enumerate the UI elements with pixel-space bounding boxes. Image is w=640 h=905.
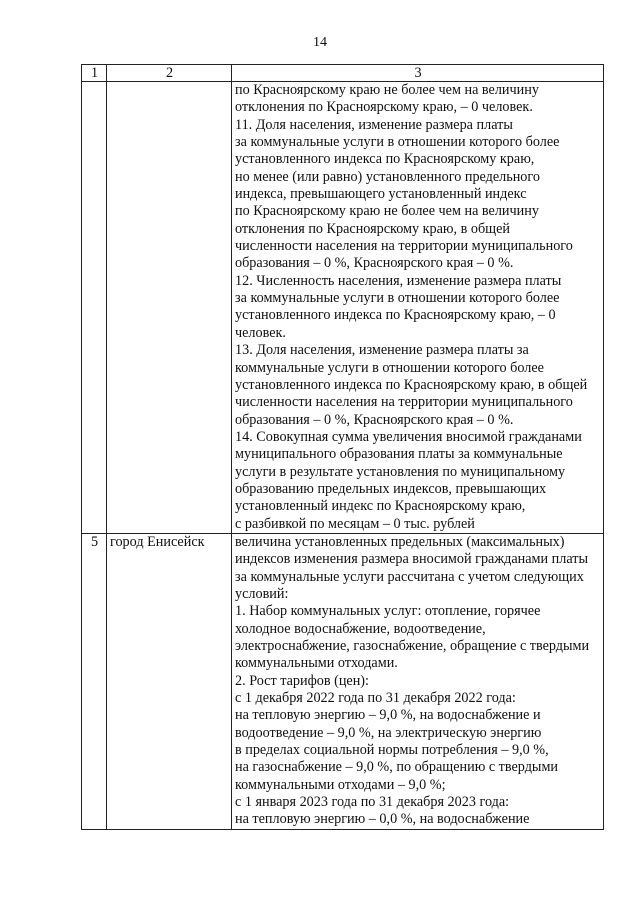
description-line: холодное водоснабжение, водоотведение, [235,620,486,637]
description-line: электроснабжение, газоснабжение, обращение с твердыми [235,638,590,654]
description-line: индексов изменения размера вносимой гражданами платы [235,551,589,568]
description-line: 13. Доля населения, изменение размера платы за [235,342,529,359]
description-line: коммунальными отходами. [235,655,398,672]
description-line: отклонения по Красноярскому краю, в общей [235,220,510,237]
description-line: численности населения на территории муниципального [235,394,573,411]
description-line: установленного индекса по Красноярскому краю, [235,151,535,168]
description-line: муниципального образования платы за коммунальные [235,446,563,463]
description-line: с разбивкой по месяцам – 0 тыс. рублей [235,515,475,532]
description-line: образованию предельных индексов, превышающих [235,480,547,497]
column-header-2: 2 [107,65,232,82]
description-line: образования – 0 %, Красноярского края – 0 %. [235,411,514,428]
description-line: величина установленных предельных (максимальных) [235,533,565,550]
description-line: но менее (или равно) установленного предельного [235,168,540,185]
description-line: с 1 декабря 2022 года по 31 декабря 2022 года: [235,690,516,707]
description-cell [232,82,604,534]
description-line: на тепловую энергию – 9,0 %, на водоснабжение и [235,707,541,724]
document-table [81,64,604,830]
description-line: по Красноярскому краю не более чем на величину [235,82,539,98]
table-body [82,65,604,830]
description-line: на тепловую энергию – 0,0 %, на водоснабжение [235,811,530,828]
table-row [82,82,604,534]
column-header-3: 3 [232,65,604,82]
description-line: 11. Доля населения, изменение размера платы [235,116,513,133]
description-line: на газоснабжение – 9,0 %, по обращению с твердыми [235,759,559,776]
description-line: по Красноярскому краю не более чем на величину [235,203,539,220]
row-number-cell: 5 [82,533,107,829]
table-row [82,533,604,829]
municipality-name-cell: город Енисейск [107,533,232,829]
description-line: численности населения на территории муниципального [235,238,573,255]
description-line: отклонения по Красноярскому краю, – 0 человек. [235,99,533,116]
description-line: за коммунальные услуги в отношении которого более [235,134,560,151]
description-line: установленного индекса по Красноярскому краю, в общей [235,376,588,393]
description-line: услуги в результате установления по муниципальному [235,463,566,480]
row-number-cell [82,82,107,534]
description-line: коммунальные услуги в отношении которого более [235,359,544,376]
description-line: установленный индекс по Красноярскому краю, [235,498,526,515]
description-line: с 1 января 2023 года по 31 декабря 2023 года: [235,794,510,811]
page-number: 14 [313,35,327,50]
description-line: 14. Совокупная сумма увеличения вносимой гражданами [235,428,582,445]
description-line: установленного индекса по Красноярскому краю, – 0 [235,307,556,324]
description-line: коммунальными отходами – 9,0 %; [235,776,446,793]
description-line: за коммунальные услуги рассчитана с учетом следующих [235,568,584,585]
description-line: образования – 0 %, Красноярского края – 0 %. [235,255,514,272]
description-line: 2. Рост тарифов (цен): [235,672,369,689]
description-line: 1. Набор коммунальных услуг: отопление, горячее [235,603,541,620]
description-line: 12. Численность населения, изменение размера платы [235,272,562,289]
municipality-name-cell [107,82,232,534]
description-line: человек. [235,324,286,341]
table-header-row [82,65,604,82]
description-line: индекса, превышающего установленный индекс [235,186,527,203]
description-line: в пределах социальной нормы потребления – 9,0 %, [235,742,549,759]
column-header-1: 1 [82,65,107,82]
description-line: водоотведение – 9,0 %, на электрическую энергию [235,724,542,741]
description-line: за коммунальные услуги в отношении которого более [235,290,560,307]
description-line: условий: [235,585,289,602]
description-cell [232,533,604,829]
